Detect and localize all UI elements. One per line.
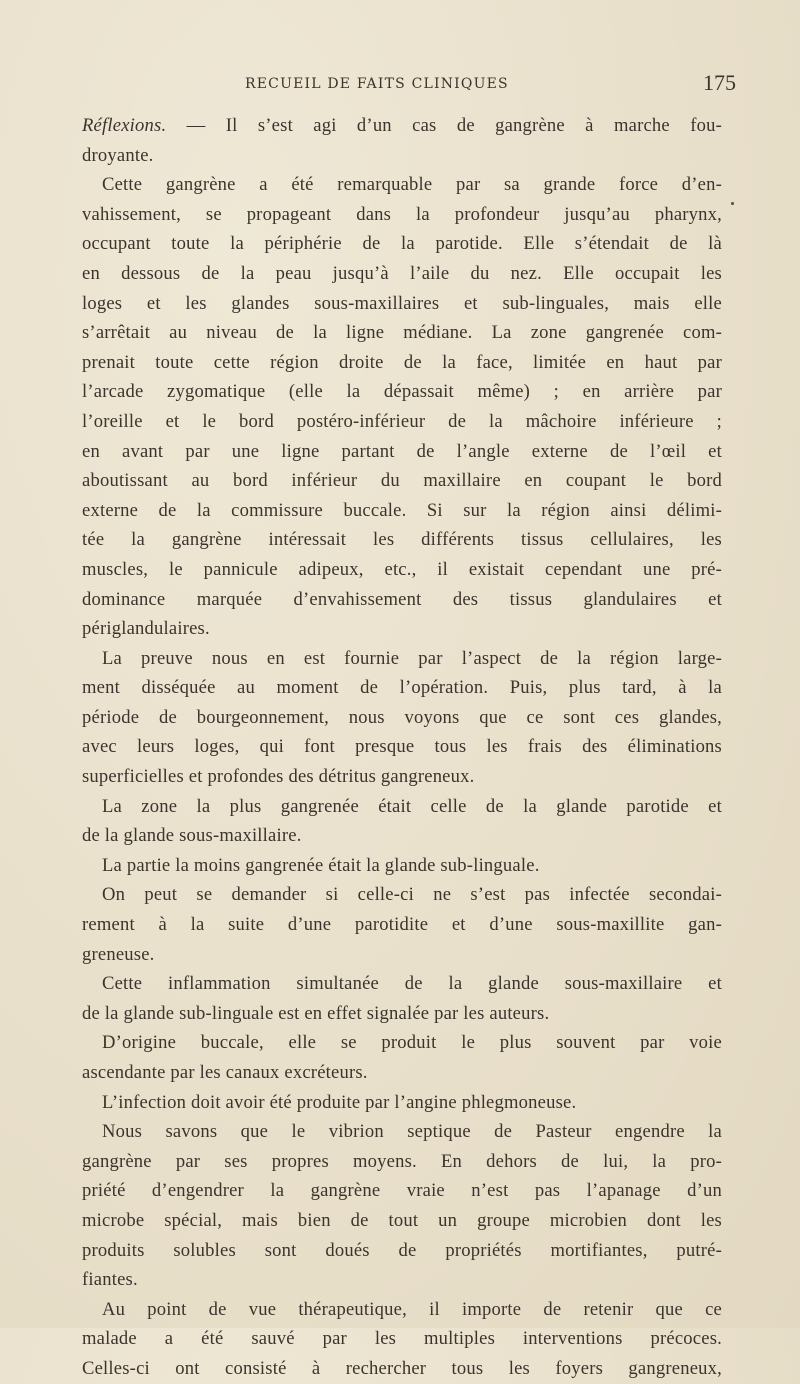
text-line: ment disséquée au moment de l’opération. Puis, plus tard, à la bbox=[82, 677, 722, 699]
ink-speck bbox=[731, 202, 734, 205]
text-line: l’arcade zygomatique (elle la dépassait même) ; en arrière par bbox=[82, 381, 722, 403]
reflexions-heading: Réflexions. bbox=[82, 115, 167, 136]
text-line: occupant toute la périphérie de la parotide. Elle s’étendait de là bbox=[82, 233, 722, 255]
page-header bbox=[60, 70, 800, 100]
text-line: périglandulaires. bbox=[82, 618, 210, 640]
text-line: l’oreille et le bord postéro-inférieur de la mâchoire inférieure ; bbox=[82, 410, 722, 432]
text-line: de la glande sub-linguale est en effet signalée par les auteurs. bbox=[82, 1002, 550, 1024]
text-line: loges et les glandes sous-maxillaires et sub-linguales, mais elle bbox=[82, 292, 722, 314]
text-line: rement à la suite d’une parotidite et d’une sous-maxillite gan- bbox=[82, 914, 722, 936]
text-line: microbe spécial, mais bien de tout un groupe microbien dont les bbox=[82, 1209, 722, 1231]
text-line: ascendante par les canaux excréteurs. bbox=[82, 1062, 368, 1083]
text-line: en avant par une ligne partant de l’angle externe de l’œil et bbox=[82, 440, 722, 462]
text-line: dominance marquée d’envahissement des tissus glandulaires et bbox=[82, 588, 722, 610]
text-line: D’origine buccale, elle se produit le plus souvent par voie bbox=[102, 1032, 722, 1054]
text-line: de la glande sous-maxillaire. bbox=[82, 825, 302, 847]
text-line: La zone la plus gangrenée était celle de la glande parotide et bbox=[102, 795, 722, 817]
text-line: superficielles et profondes des détritus gangreneux. bbox=[82, 766, 475, 788]
text-line: aboutissant au bord inférieur du maxillaire en coupant le bord bbox=[82, 470, 722, 492]
text-line: gangrène par ses propres moyens. En dehors de lui, la pro- bbox=[82, 1150, 722, 1172]
text-line: malade a été sauvé par les multiples interventions précoces. bbox=[82, 1328, 722, 1350]
text-line: fiantes. bbox=[82, 1269, 138, 1291]
text-line: Nous savons que le vibrion septique de Pasteur engendre la bbox=[102, 1121, 722, 1143]
text-line: La partie la moins gangrenée était la glande sub-linguale. bbox=[102, 854, 540, 876]
text-line: en dessous de la peau jusqu’à l’aile du nez. Elle occupait les bbox=[82, 262, 722, 284]
text-line: Cette inflammation simultanée de la glande sous-maxillaire et bbox=[102, 973, 722, 995]
text-line: On peut se demander si celle-ci ne s’est pas infectée secondai- bbox=[102, 884, 722, 906]
page-number: 175 bbox=[703, 70, 736, 95]
text-line: s’arrêtait au niveau de la ligne médiane. La zone gangrenée com- bbox=[82, 322, 722, 344]
text-line: vahissement, se propageant dans la profondeur jusqu’au pharynx, bbox=[82, 203, 722, 225]
text-line: Au point de vue thérapeutique, il importe de retenir que ce bbox=[102, 1298, 722, 1320]
text-line: externe de la commissure buccale. Si sur la région ainsi délimi- bbox=[82, 499, 722, 521]
text-line: prenait toute cette région droite de la face, limitée en haut par bbox=[82, 351, 722, 373]
text-line: Cette gangrène a été remarquable par sa grande force d’en- bbox=[102, 174, 722, 196]
text-line bbox=[82, 111, 722, 141]
text-line-content: — Il s’est agi d’un cas de gangrène à marche fou- bbox=[166, 115, 722, 136]
body-text bbox=[82, 111, 722, 1384]
text-line: L’infection doit avoir été produite par l’angine phlegmoneuse. bbox=[102, 1091, 577, 1113]
text-line: droyante. bbox=[82, 144, 154, 166]
running-title: RECUEIL DE FAITS CLINIQUES bbox=[245, 76, 509, 92]
text-line: produits solubles sont doués de propriétés mortifiantes, putré- bbox=[82, 1239, 722, 1261]
text-line: période de bourgeonnement, nous voyons que ce sont ces glandes, bbox=[82, 706, 722, 728]
text-line: priété d’engendrer la gangrène vraie n’est pas l’apanage d’un bbox=[82, 1180, 722, 1202]
text-line: La preuve nous en est fournie par l’aspect de la région large- bbox=[102, 647, 722, 669]
text-line: Celles-ci ont consisté à rechercher tous les foyers gangreneux, bbox=[82, 1357, 722, 1379]
text-line: avec leurs loges, qui font presque tous les frais des éliminations bbox=[82, 736, 722, 758]
text-line: greneuse. bbox=[82, 943, 155, 965]
text-line: muscles, le pannicule adipeux, etc., il existait cependant une pré- bbox=[82, 558, 722, 580]
text-line: tée la gangrène intéressait les différents tissus cellulaires, les bbox=[82, 529, 722, 551]
